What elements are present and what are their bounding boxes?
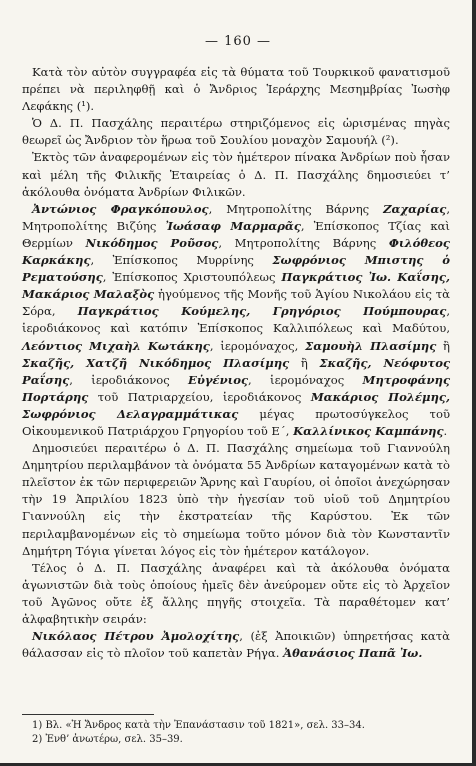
person-name: Ἀντώνιος Φραγκόπουλος — [32, 201, 209, 216]
person-name: Σωφρόνιος Μπιστης ὁ Ρεματούσης — [22, 253, 450, 285]
text-run: μέγας πρωτοσύγκελος τοῦ Οἰκουμενικοῦ Πατριάρχου Γρηγορίου τοῦ Ε΄, — [22, 406, 450, 438]
text-run: τοῦ Πατριαρχείου, ἱεροδιάκονος — [88, 389, 311, 404]
paragraph — [22, 560, 450, 628]
person-name: Εὐγένιος — [188, 372, 249, 387]
person-name: Παγκράτιος Κούμελης, Γρηγόριος Πούμπουρας — [77, 304, 447, 319]
paragraph — [22, 115, 450, 149]
text-run: Δημοσιεύει περαιτέρω ὁ Δ. Π. Πασχάλης σημείωμα τοῦ Γιαννούλη Δημητρίου περιλαμβάνον τὰ ὀνόματα 55 Ἀνδρίων καταγομένων κατὰ τὸ πλεῖστον ἐκ τῶν περιφερειῶν Ἄρνης καὶ Γαυρίου, οἱ ὁποῖοι ἀνεχώρησαν τὴν 19 Ἀπριλίου 1823 ὑπὸ τὴν ἡγεσίαν τοῦ υἱοῦ τοῦ Δημητρίου Γιαννούλη εἰς τὴν ἐκστρατείαν τῆς Καρύστου. Ἐκ τῶν περιλαμβανομένων εἰς τὸ σημείωμα τοῦτο μόνον διὰ τὸν Κωνσταντῖν Δημήτρη Τόγια γίνεται λόγος εἰς τὸν ἡμέτερον κατάλογον. — [22, 441, 450, 558]
text-run: Κατὰ τὸν αὐτὸν συγγραφέα εἰς τὰ θύματα τοῦ Τουρκικοῦ φανατισμοῦ πρέπει νὰ περιληφθῇ καὶ ὁ Ἄνδριος Ἱεράρχης Μεσημβρίας Ἰωσὴφ Λεφάκης (¹). — [22, 65, 450, 114]
person-name: Σαμουὴλ Πλασίμης — [305, 338, 437, 353]
person-name: Ζαχαρίας — [383, 201, 447, 216]
text-run: ἢ — [289, 355, 320, 370]
paragraph — [22, 64, 450, 115]
footnote-1: 1) Βλ. «Ἡ Ἄνδρος κατὰ τὴν Ἐπανάστασιν τοῦ 1821», σελ. 33–34. — [32, 720, 365, 731]
person-name: Λεόντιος Μιχαὴλ Κωτάκης — [22, 338, 210, 353]
person-name: Φιλόθεος Καρκάκης — [22, 235, 450, 268]
text-run: , Ἐπίσκοπος Χριστουπόλεως — [102, 270, 282, 285]
person-name: Σκαζῆς, Νεόφυτος Ραΐσης — [22, 355, 450, 387]
footnote-2: 2) Ἐνθ’ ἀνωτέρω, σελ. 35–39. — [32, 734, 183, 745]
text-run: , ἱεροδιάκονος — [69, 372, 189, 387]
main-text — [22, 64, 450, 662]
paragraph — [22, 628, 450, 662]
person-name: Ἰωάσαφ Μαρμαρᾶς — [165, 218, 301, 233]
person-name: Παγκράτιος Ἰω. Καΐσης, Μακάριος Μαλαξὸς — [22, 270, 450, 302]
person-name: Νικόδημος Ροῦσος — [85, 235, 219, 250]
text-run: Ὁ Δ. Π. Πασχάλης περαιτέρω στηριζόμενος εἰς ὡρισμένας πηγὰς θεωρεῖ ὡς Ἄνδριον τὸν ἥρωα τοῦ Σουλίου μοναχὸν Σαμουήλ (²). — [22, 116, 450, 148]
text-run: , Ἐπίσκοπος Μυρρίνης — [90, 253, 273, 268]
footnotes — [32, 719, 452, 747]
person-name: Μακάριος Πολέμης, Σωφρόνιος Δελαγραμμάτικας — [22, 389, 450, 421]
page-number: — 160 — — [204, 34, 272, 49]
text-run: , (ἐξ Ἀποικιῶν) ὑπηρετήσας κατὰ θάλασσαν εἰς τὸ πλοῖον τοῦ καπετὰν Ρήγα. — [22, 629, 451, 661]
text-run: Ἐκτὸς τῶν ἀναφερομένων εἰς τὸν ἡμέτερον πίνακα Ἀνδρίων ποὺ ἦσαν καὶ μέλη τῆς Φιλικῆς Ἑταιρείας ὁ Δ. Π. Πασχάλης δημοσιεύει τ’ ἀκόλουθα ὀνόματα Ἀνδρίων Φιλικῶν. — [22, 150, 450, 199]
text-run: Τέλος ὁ Δ. Π. Πασχάλης ἀναφέρει καὶ τὰ ἀκόλουθα ὀνόματα ἀγωνιστῶν διὰ τοὺς ὁποίους ἡμεῖς δὲν ἀνεύρομεν οὔτε εἰς τὸ Ἀρχεῖον τοῦ Ἀγῶνος οὔτε ἐξ ἄλλης πηγῆς στοιχεῖα. Τὰ παραθέτομεν κατ’ ἀλφαβητικὴν σειράν: — [22, 560, 450, 626]
paragraph — [22, 201, 450, 440]
person-name: Μητροφάνης Πορτάρης — [22, 372, 450, 404]
text-run: , ἱεροδιάκονος καὶ κατόπιν Ἐπίσκοπος Καλλιπόλεως καὶ Μαδύτου, — [22, 304, 451, 336]
person-name: Νικόλαος Πέτρου Ἀμολοχίτης — [32, 629, 240, 644]
text-run: , Ἐπίσκοπος Τζίας καὶ Θερμίων — [22, 218, 450, 250]
paragraph — [22, 440, 450, 560]
text-run: . — [443, 423, 448, 438]
text-run: ἢ — [436, 338, 450, 353]
person-name: Σκαζῆς, Χατζῆ Νικόδημος Πλασίμης — [22, 355, 290, 370]
text-run: ἡγούμενος τῆς Μονῆς τοῦ Ἁγίου Νικολάου εἰς τὰ Σόρα, — [22, 287, 450, 319]
person-name: Ἀθανάσιος Παπᾶ Ἰω. — [283, 646, 423, 661]
paragraph — [22, 149, 450, 200]
person-name: Καλλίνικος Καμπάνης — [293, 423, 444, 438]
text-run: , Μητροπολίτης Βάρνης — [218, 235, 389, 250]
text-run: , Μητροπολίτης Βάρνης — [208, 201, 384, 216]
text-run: , ἱερομόναχος, — [209, 338, 306, 353]
text-run: , ἱερομόναχος — [248, 372, 363, 387]
footnote-divider — [22, 714, 154, 715]
text-run: , Μητροπολίτης Βιζύης — [22, 201, 450, 233]
